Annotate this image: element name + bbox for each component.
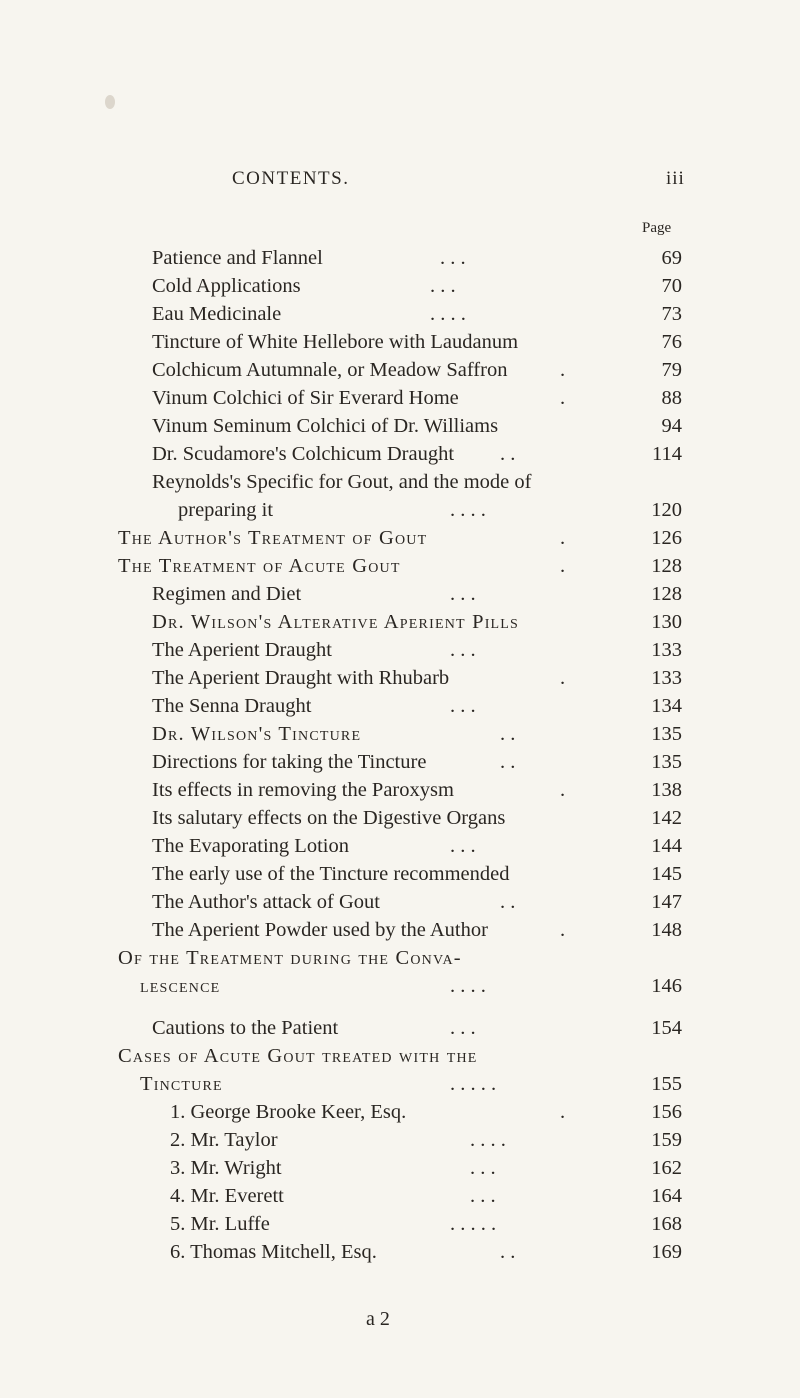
toc-entry-page-number: 69 (661, 247, 682, 269)
toc-entry-page-number: 126 (651, 527, 682, 549)
toc-entry (0, 272, 800, 301)
signature-mark: a 2 (366, 1308, 390, 1330)
toc-entry-page-number: 114 (652, 443, 682, 465)
toc-entry (0, 328, 800, 357)
toc-entry-leader-dots: . . . (470, 1157, 496, 1179)
toc-entry-leader-dots: . . (500, 723, 516, 745)
toc-entry-page-number: 144 (651, 835, 682, 857)
toc-entry-leader-dots: . . . (450, 639, 476, 661)
toc-entry-leader-dots: . . . (470, 1185, 496, 1207)
toc-entry-page-number: 88 (661, 387, 682, 409)
toc-entry (0, 664, 800, 693)
toc-entry-leader-dots: . . (500, 891, 516, 913)
toc-entry-page-number: 79 (661, 359, 682, 381)
toc-entry-leader-dots: . . . (450, 695, 476, 717)
toc-entry-title: 2. Mr. Taylor (170, 1129, 278, 1151)
toc-entry-title: 1. George Brooke Keer, Esq. (170, 1101, 407, 1123)
toc-entry-title: The Author's Treatment of Gout (118, 527, 428, 549)
toc-entry-page-number: 128 (651, 555, 682, 577)
toc-entry (0, 916, 800, 945)
toc-entry-page-number: 135 (651, 751, 682, 773)
toc-entry-page-number: 133 (651, 639, 682, 661)
toc-entry (0, 524, 800, 553)
toc-entry-title: Its salutary effects on the Digestive Organs (152, 807, 506, 829)
toc-entry (0, 1182, 800, 1211)
toc-entry (0, 692, 800, 721)
toc-entry-title: Cold Applications (152, 275, 301, 297)
toc-entry-page-number: 155 (651, 1073, 682, 1095)
toc-entry-title: Reynolds's Specific for Gout, and the mode of (152, 471, 532, 493)
toc-entry-title: The Aperient Draught with Rhubarb (152, 667, 450, 689)
toc-entry-leader-dots: . . (500, 751, 516, 773)
toc-entry-leader-dots: . . . . (450, 499, 486, 521)
folio-number: iii (666, 168, 685, 189)
toc-entry-title: 6. Thomas Mitchell, Esq. (170, 1241, 377, 1263)
toc-entry-page-number: 70 (661, 275, 682, 297)
toc-entry-page-number: 76 (661, 331, 682, 353)
toc-entry (0, 1098, 800, 1127)
toc-entry-title: Vinum Colchici of Sir Everard Home (152, 387, 459, 409)
toc-entry (0, 944, 800, 973)
toc-entry-title: Eau Medicinale (152, 303, 282, 325)
toc-entry (0, 608, 800, 637)
toc-entry-title: Dr. Wilson's Tincture (152, 723, 362, 745)
toc-entry-page-number: 146 (651, 975, 682, 997)
toc-entry-page-number: 133 (651, 667, 682, 689)
ink-smudge (105, 95, 115, 109)
toc-entry-title: Cases of Acute Gout treated with the (118, 1045, 478, 1067)
toc-entry (0, 636, 800, 665)
toc-entry-title: lescence (140, 975, 221, 997)
toc-entry-title: Colchicum Autumnale, or Meadow Saffron (152, 359, 508, 381)
toc-entry-leader-dots: . . (500, 443, 516, 465)
toc-entry-page-number: 162 (651, 1157, 682, 1179)
toc-entry (0, 300, 800, 329)
toc-entry (0, 776, 800, 805)
toc-entry-title: 5. Mr. Luffe (170, 1213, 270, 1235)
toc-entry-page-number: 156 (651, 1101, 682, 1123)
toc-entry (0, 1126, 800, 1155)
running-head (0, 168, 800, 198)
toc-entry-page-number: 145 (651, 863, 682, 885)
toc-entry (0, 888, 800, 917)
toc-entry-title: The Evaporating Lotion (152, 835, 349, 857)
toc-entry-leader-dots: . . (500, 1241, 516, 1263)
toc-entry-page-number: 164 (651, 1185, 682, 1207)
toc-entry-leader-dots: . . . (450, 1017, 476, 1039)
toc-entry-title: Dr. Wilson's Alterative Aperient Pills (152, 611, 520, 633)
toc-entry-title: The Aperient Draught (152, 639, 332, 661)
toc-entry-leader-dots: . . . (450, 583, 476, 605)
toc-entry-page-number: 142 (651, 807, 682, 829)
toc-entry-title: The Senna Draught (152, 695, 312, 717)
toc-entry (0, 972, 800, 1001)
toc-entry-title: Vinum Seminum Colchici of Dr. Williams (152, 415, 499, 437)
toc-entry (0, 1014, 800, 1043)
toc-entry-leader-dots: . . . (450, 835, 476, 857)
toc-entry-title: Patience and Flannel (152, 247, 323, 269)
toc-entry-page-number: 169 (651, 1241, 682, 1263)
toc-entry-leader-dots: . . . (440, 247, 466, 269)
toc-entry (0, 860, 800, 889)
toc-entry (0, 804, 800, 833)
toc-entry-title: Cautions to the Patient (152, 1017, 339, 1039)
toc-entry (0, 468, 800, 497)
toc-entry-leader-dots: . (560, 527, 566, 549)
toc-entry (0, 244, 800, 273)
toc-entry-title: Its effects in removing the Paroxysm (152, 779, 454, 801)
toc-entry (0, 1210, 800, 1239)
toc-entry (0, 720, 800, 749)
toc-entry-title: The Treatment of Acute Gout (118, 555, 401, 577)
toc-entry-leader-dots: . (560, 779, 566, 801)
toc-entry-title: The Aperient Powder used by the Author (152, 919, 488, 941)
toc-entry (0, 1238, 800, 1267)
toc-entry-leader-dots: . (560, 667, 566, 689)
toc-entry-leader-dots: . . . . (430, 303, 466, 325)
toc-entry-title: Of the Treatment during the Conva- (118, 947, 462, 969)
toc-entry-title: The Author's attack of Gout (152, 891, 381, 913)
toc-entry-leader-dots: . (560, 1101, 566, 1123)
toc-entry (0, 412, 800, 441)
toc-entry-title: The early use of the Tincture recommended (152, 863, 510, 885)
toc-entry-page-number: 135 (651, 723, 682, 745)
toc-entry (0, 1070, 800, 1099)
toc-entry (0, 496, 800, 525)
toc-entry (0, 552, 800, 581)
toc-entry-page-number: 128 (651, 583, 682, 605)
toc-entry-leader-dots: . . . . . (450, 1213, 497, 1235)
toc-entry-page-number: 154 (651, 1017, 682, 1039)
toc-entry-page-number: 134 (651, 695, 682, 717)
toc-entry-page-number: 130 (651, 611, 682, 633)
toc-entry (0, 384, 800, 413)
page-column-label: Page (642, 220, 672, 236)
toc-entry-title: Directions for taking the Tincture (152, 751, 427, 773)
toc-entry-title: Tincture of White Hellebore with Laudanum (152, 331, 519, 353)
toc-entry (0, 356, 800, 385)
toc-entry-title: Dr. Scudamore's Colchicum Draught (152, 443, 455, 465)
toc-entry-page-number: 148 (651, 919, 682, 941)
toc-entry-title: Regimen and Diet (152, 583, 302, 605)
toc-entry-page-number: 94 (661, 415, 682, 437)
toc-entry (0, 580, 800, 609)
toc-entry-title: 3. Mr. Wright (170, 1157, 282, 1179)
toc-entry (0, 1042, 800, 1071)
toc-entry-page-number: 120 (651, 499, 682, 521)
toc-entry (0, 1154, 800, 1183)
toc-entry-page-number: 159 (651, 1129, 682, 1151)
toc-entry-title: Tincture (140, 1073, 223, 1095)
toc-entry-leader-dots: . . . . (450, 975, 486, 997)
toc-entry-title: 4. Mr. Everett (170, 1185, 284, 1207)
toc-entry-page-number: 73 (661, 303, 682, 325)
page-title: CONTENTS. (232, 168, 350, 189)
toc-entry-page-number: 138 (651, 779, 682, 801)
toc-entry-leader-dots: . (560, 359, 566, 381)
toc-entry (0, 832, 800, 861)
toc-entry-page-number: 168 (651, 1213, 682, 1235)
toc-entry-leader-dots: . (560, 387, 566, 409)
toc-entry-leader-dots: . . . . . (450, 1073, 497, 1095)
toc-entry-leader-dots: . (560, 555, 566, 577)
toc-entry (0, 440, 800, 469)
toc-entry (0, 748, 800, 777)
toc-entry-leader-dots: . (560, 919, 566, 941)
toc-entry-leader-dots: . . . (430, 275, 456, 297)
toc-entry-page-number: 147 (651, 891, 682, 913)
toc-entry-leader-dots: . . . . (470, 1129, 506, 1151)
toc-entry-title: preparing it (178, 499, 274, 521)
